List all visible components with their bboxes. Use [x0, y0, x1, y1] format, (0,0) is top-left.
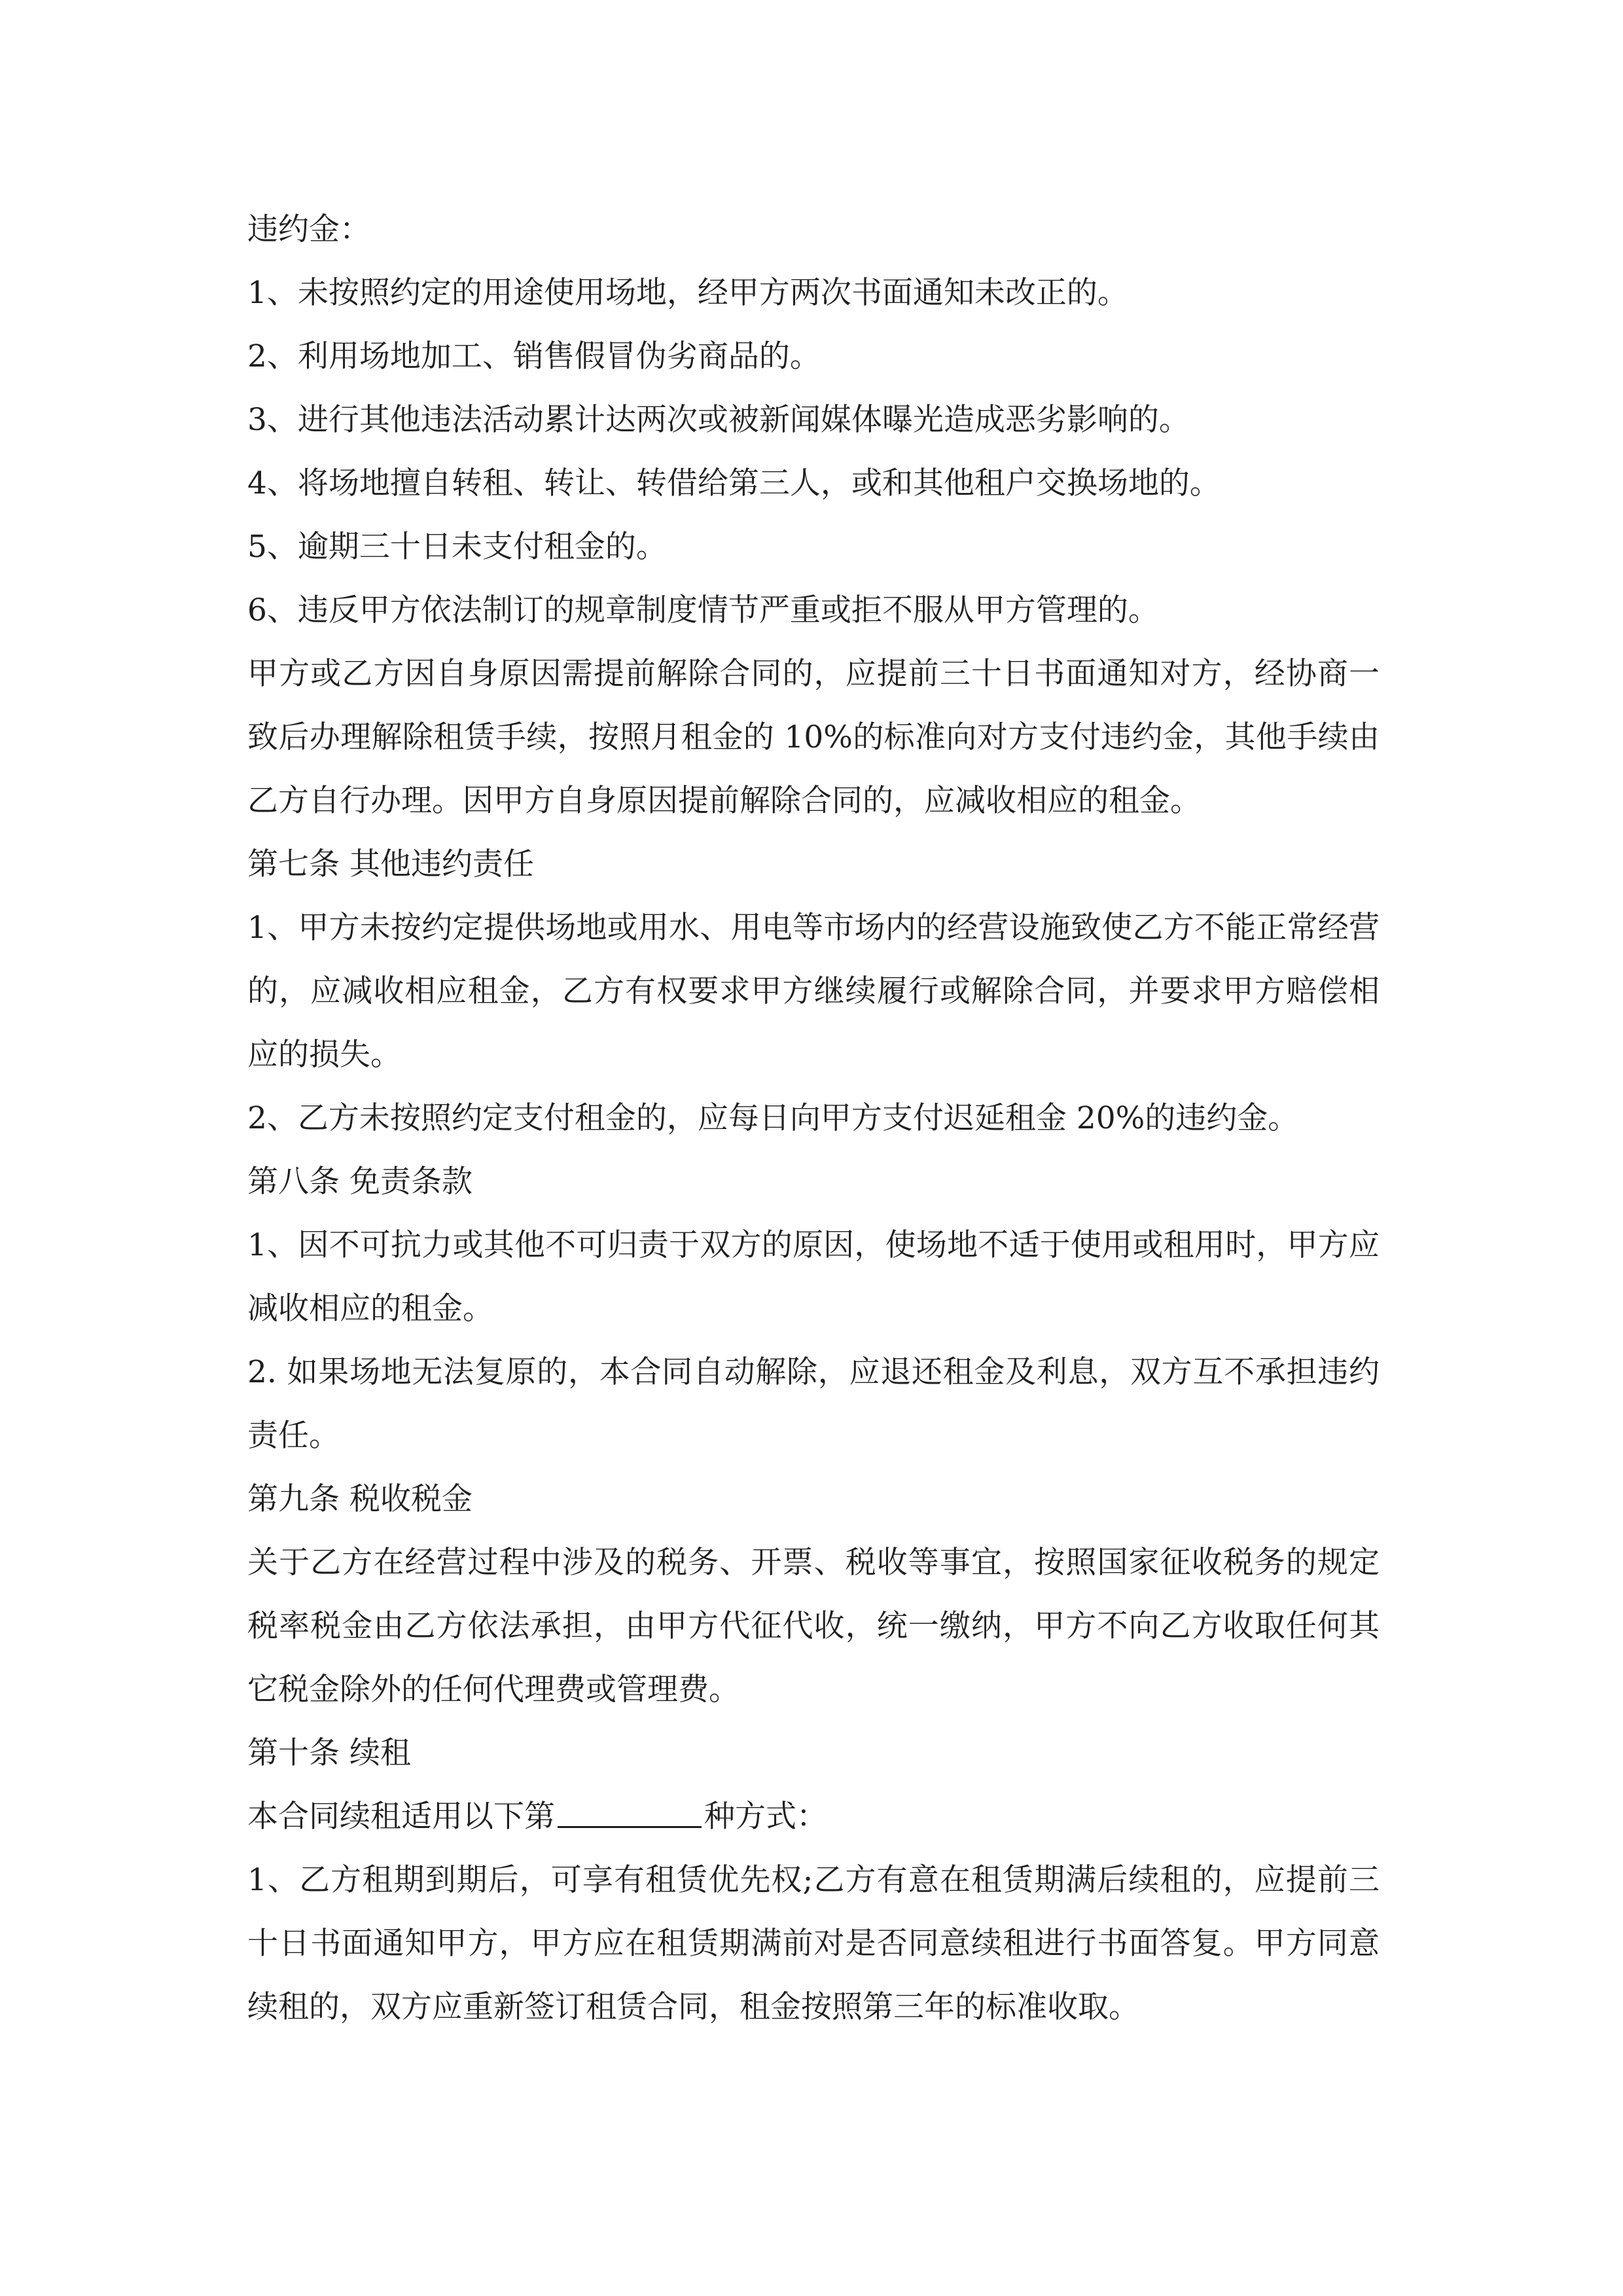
- article-7-item-2: 2、乙方未按照约定支付租金的，应每日向甲方支付迟延租金 20%的违约金。: [247, 1100, 1299, 1136]
- termination-item-4: 4、将场地擅自转租、转让、转借给第三人，或和其他租户交换场地的。: [247, 465, 1221, 501]
- article-8-item-1: 1、因不可抗力或其他不可归责于双方的原因，使场地不适于使用或租用时，甲方应减收相应的租金。: [247, 1227, 1380, 1327]
- article-9-heading: 第九条 税收税金: [247, 1481, 473, 1517]
- fill-in-blank: [558, 1800, 702, 1828]
- renewal-method-suffix: 种方式：: [704, 1799, 827, 1835]
- article-10-heading: 第十条 续租: [247, 1735, 411, 1771]
- article-7-item-1: 1、甲方未按约定提供场地或用水、用电等市场内的经营设施致使乙方不能正常经营的，应减收相应租金，乙方有权要求甲方继续履行或解除合同，并要求甲方赔偿相应的损失。: [247, 910, 1380, 1073]
- article-8-heading: 第八条 免责条款: [247, 1164, 473, 1200]
- article-7-heading: 第七条 其他违约责任: [247, 846, 534, 882]
- article-8-item-2: 2. 如果场地无法复原的，本合同自动解除，应退还租金及利息，双方互不承担违约责任。: [247, 1354, 1380, 1454]
- renewal-method-line: [247, 1785, 1380, 1848]
- termination-item-5: 5、逾期三十日未支付租金的。: [247, 529, 667, 565]
- article-9-body: 关于乙方在经营过程中涉及的税务、开票、税收等事宜，按照国家征收税务的规定税率税金由乙方依法承担，由甲方代征代收，统一缴纳，甲方不向乙方收取任何其它税金除外的任何代理费或管理费。: [247, 1545, 1380, 1708]
- termination-item-3: 3、进行其他违法活动累计达两次或被新闻媒体曝光造成恶劣影响的。: [247, 402, 1190, 438]
- termination-item-6: 6、违反甲方依法制订的规章制度情节严重或拒不服从甲方管理的。: [247, 592, 1159, 628]
- document-body: [247, 198, 1380, 2039]
- early-termination-paragraph: 甲方或乙方因自身原因需提前解除合同的，应提前三十日书面通知对方，经协商一致后办理解除租赁手续，按照月租金的 10%的标准向对方支付违约金，其他手续由乙方自行办理。因甲方自身原因提前解除合同的，应减收相应的租金。: [247, 656, 1380, 819]
- termination-item-2: 2、利用场地加工、销售假冒伪劣商品的。: [247, 338, 821, 374]
- article-10-item-1: 1、乙方租期到期后，可享有租赁优先权;乙方有意在租赁期满后续租的，应提前三十日书面通知甲方，甲方应在租赁期满前对是否同意续租进行书面答复。甲方同意续租的，双方应重新签订租赁合同，租金按照第三年的标准收取。: [247, 1862, 1380, 2025]
- termination-item-1: 1、未按照约定的用途使用场地，经甲方两次书面通知未改正的。: [247, 275, 1128, 311]
- renewal-method-prefix: 本合同续租适用以下第: [247, 1799, 555, 1835]
- penalty-intro: 违约金：: [247, 211, 370, 247]
